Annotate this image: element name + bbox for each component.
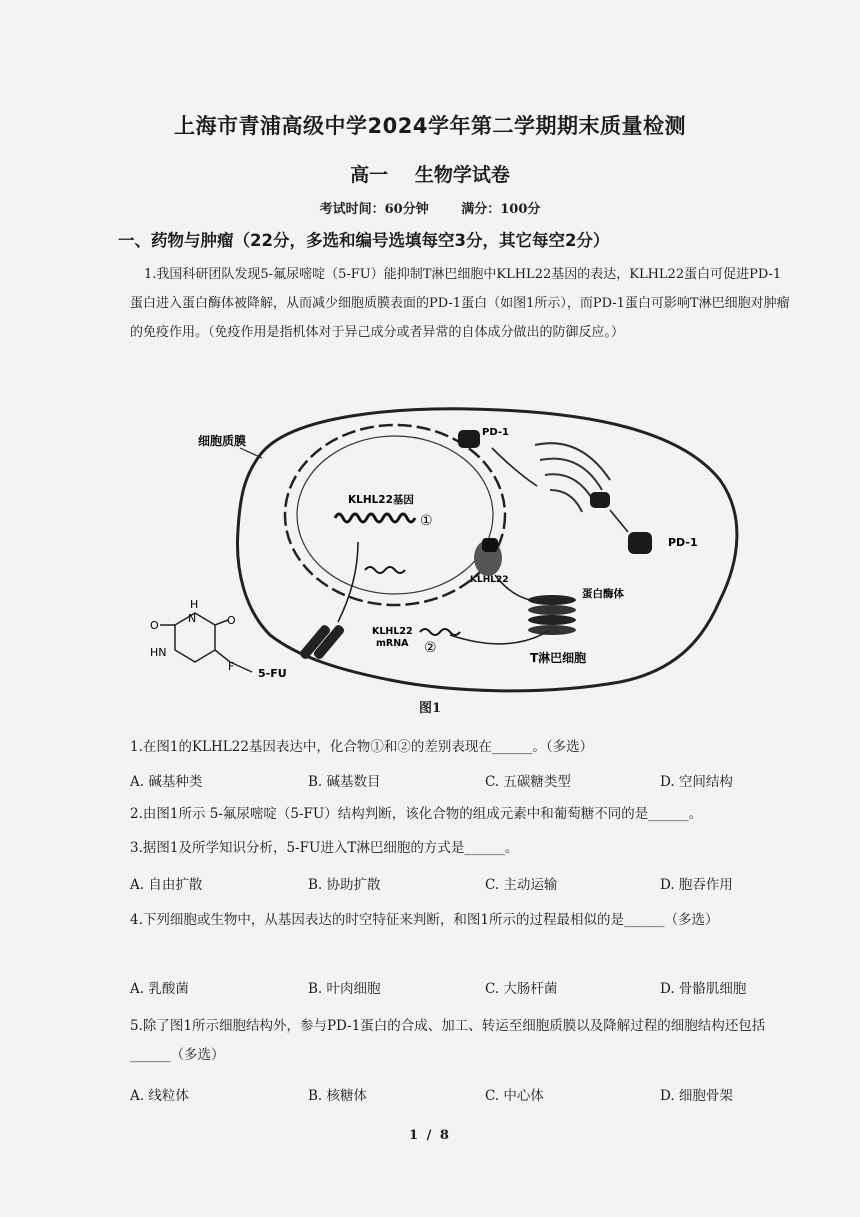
mrna-wave-nucleus <box>365 567 405 573</box>
question-5: 5.除了图1所示细胞结构外，参与PD-1蛋白的合成、加工、转运至细胞质膜以及降解过程的细胞结构还包括______（多选） <box>130 1018 766 1063</box>
figure-1-diagram <box>120 400 740 695</box>
mol-o1: O <box>150 619 159 632</box>
label-pd1-right: PD-1 <box>668 536 698 549</box>
exam-score: 满分：100分 <box>461 202 541 217</box>
label-pd1-top: PD-1 <box>482 427 509 438</box>
question-5-options <box>130 1084 790 1108</box>
exam-title: 上海市青浦高级中学2024学年第二学期期末质量检测 <box>174 114 686 138</box>
question-1-options <box>130 770 790 794</box>
option-c: C. 中心体 <box>485 1088 544 1104</box>
proteasome <box>528 595 576 635</box>
section-intro: 1.我国科研团队发现5-氟尿嘧啶（5-FU）能抑制T淋巴细胞中KLHL22基因的表达，KLHL22蛋白可促进PD-1蛋白进入蛋白酶体被降解，从而减少细胞质膜表面的PD-1蛋白（如图1所示），而PD-1蛋白可影响T淋巴细胞对肿瘤的免疫作用。（免疫作用是指机体对于异己成分或者异常的自体成分做出的防御反应。） <box>130 267 790 340</box>
label-mark1: ① <box>420 513 433 529</box>
membrane-transporter <box>298 623 345 660</box>
option-b: B. 核糖体 <box>308 1088 368 1104</box>
option-a: A. 碱基种类 <box>130 774 203 790</box>
question-3: 3.据图1及所学知识分析，5-FU进入T淋巴细胞的方式是______。 <box>130 840 519 856</box>
mol-f: F <box>228 660 235 673</box>
label-5fu: 5-FU <box>258 667 287 680</box>
option-d: D. 空间结构 <box>660 774 733 790</box>
option-a: A. 线粒体 <box>130 1088 189 1104</box>
question-4-options <box>130 977 790 1001</box>
option-b: B. 碱基数目 <box>308 774 381 790</box>
option-b: B. 叶肉细胞 <box>308 981 381 997</box>
mol-h: H <box>190 598 199 611</box>
exam-meta <box>0 198 860 217</box>
mol-n1: N <box>188 612 197 625</box>
mol-o2: O <box>227 614 236 627</box>
option-d: D. 胞吞作用 <box>660 877 733 893</box>
option-d: D. 骨骼肌细胞 <box>660 981 747 997</box>
label-membrane: 细胞质膜 <box>198 434 247 448</box>
question-1: 1.在图1的KLHL22基因表达中，化合物①和②的差别表现在______。（多选） <box>130 739 594 755</box>
option-a: A. 自由扩散 <box>130 877 203 893</box>
page-number: 1 / 8 <box>409 1128 451 1143</box>
pd1-protein-membrane <box>628 532 652 554</box>
option-d: D. 细胞骨架 <box>660 1088 733 1104</box>
option-a: A. 乳酸菌 <box>130 981 189 997</box>
pd1-vesicle <box>590 492 610 508</box>
option-c: C. 五碳糖类型 <box>485 774 571 790</box>
exam-time: 考试时间：60分钟 <box>319 202 429 217</box>
pd1-protein-top <box>458 430 480 448</box>
option-b: B. 协助扩散 <box>308 877 381 893</box>
label-gene: KLHL22基因 <box>348 494 414 506</box>
question-3-options <box>130 873 790 897</box>
label-cell: T淋巴细胞 <box>530 651 587 665</box>
figure-caption: 图1 <box>418 701 442 716</box>
label-mrna-1: KLHL22 <box>372 626 413 637</box>
option-c: C. 大肠杆菌 <box>485 981 558 997</box>
label-proteasome: 蛋白酶体 <box>582 588 624 600</box>
grade-label: 高一 <box>350 164 389 186</box>
mol-hn: HN <box>150 646 167 659</box>
label-mrna-2: mRNA <box>376 638 409 649</box>
mrna-wave-cytoplasm <box>420 629 460 635</box>
label-klhl22: KLHL22 <box>470 575 509 585</box>
section-heading: 一、药物与肿瘤（22分，多选和编号选填每空3分，其它每空2分） <box>118 231 610 250</box>
5fu-molecule <box>150 598 252 673</box>
subject-label: 生物学试卷 <box>414 164 510 186</box>
pd1-bound <box>482 538 498 552</box>
question-4: 4.下列细胞或生物中，从基因表达的时空特征来判断，和图1所示的过程最相似的是______（多选） <box>130 912 719 928</box>
question-2: 2.由图1所示 5-氟尿嘧啶（5-FU）结构判断，该化合物的组成元素中和葡萄糖不同的是______。 <box>130 806 703 822</box>
gene-coil <box>335 514 415 522</box>
option-c: C. 主动运输 <box>485 877 558 893</box>
exam-subtitle <box>0 160 860 187</box>
label-mark2: ② <box>424 640 437 656</box>
